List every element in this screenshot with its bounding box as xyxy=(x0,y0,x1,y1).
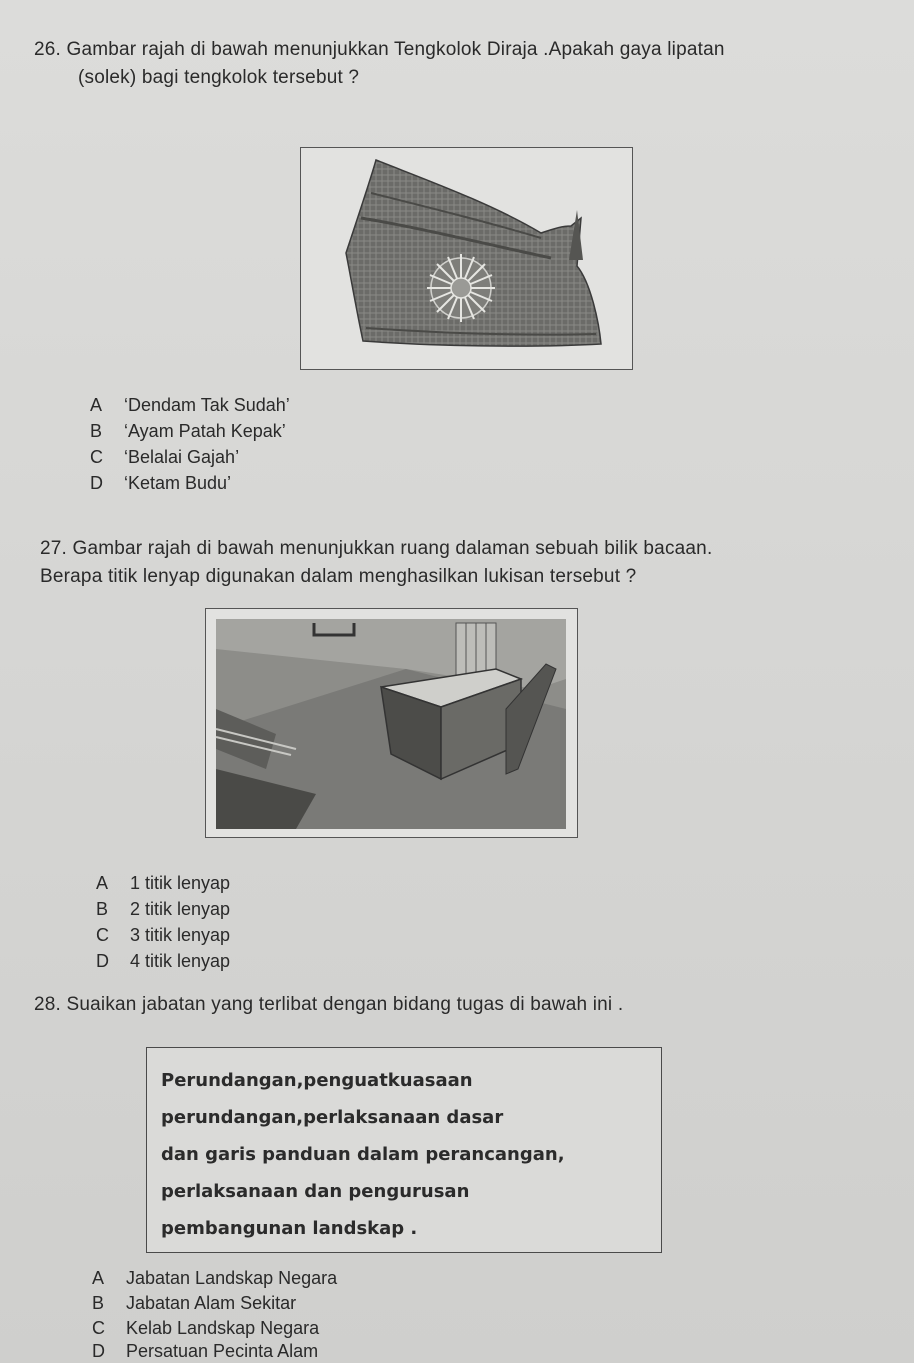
q28-option-d[interactable] xyxy=(92,1340,318,1362)
q26-option-a[interactable] xyxy=(90,394,290,416)
option-text: Jabatan Alam Sekitar xyxy=(126,1293,297,1313)
duties-line: Perundangan,penguatkuasaan xyxy=(161,1070,473,1091)
q26-line-2: (solek) bagi tengkolok tersebut ? xyxy=(78,67,360,88)
option-letter: C xyxy=(90,447,103,467)
q28-option-c[interactable] xyxy=(92,1317,319,1339)
option-letter: A xyxy=(92,1268,105,1288)
option-letter: D xyxy=(92,1341,105,1361)
reading-room-illustration xyxy=(206,609,577,837)
q26-line-1: 26. Gambar rajah di bawah menunjukkan Tengkolok Diraja .Apakah gaya lipatan xyxy=(34,39,725,60)
q27-line-1: 27. Gambar rajah di bawah menunjukkan ruang dalaman sebuah bilik bacaan. xyxy=(40,538,713,559)
option-letter: C xyxy=(92,1318,105,1338)
q26-option-b[interactable] xyxy=(90,420,286,442)
q27-option-a[interactable] xyxy=(96,872,230,894)
option-text: ‘Ayam Patah Kepak’ xyxy=(124,421,286,441)
reading-room-figure xyxy=(205,608,578,838)
option-letter: B xyxy=(92,1293,105,1313)
tengkolok-figure xyxy=(300,147,633,370)
option-letter: A xyxy=(96,873,109,893)
option-text: Jabatan Landskap Negara xyxy=(126,1268,338,1288)
option-text: 1 titik lenyap xyxy=(130,873,231,893)
option-text: 4 titik lenyap xyxy=(130,951,231,971)
q28-line-1: 28. Suaikan jabatan yang terlibat dengan bidang tugas di bawah ini . xyxy=(34,994,624,1015)
q27-option-d[interactable] xyxy=(96,950,230,972)
q27-option-b[interactable] xyxy=(96,898,230,920)
option-text: ‘Ketam Budu’ xyxy=(124,473,232,493)
tengkolok-illustration xyxy=(301,148,632,369)
duties-line: perlaksanaan dan pengurusan xyxy=(161,1181,470,1202)
option-letter: A xyxy=(90,395,103,415)
option-letter: B xyxy=(96,899,109,919)
q28-option-b[interactable] xyxy=(92,1292,296,1314)
q26-option-d[interactable] xyxy=(90,472,231,494)
option-text: Kelab Landskap Negara xyxy=(126,1318,320,1338)
option-text: 2 titik lenyap xyxy=(130,899,231,919)
option-letter: C xyxy=(96,925,109,945)
q26-option-c[interactable] xyxy=(90,446,239,468)
duties-line: perundangan,perlaksanaan dasar xyxy=(161,1107,504,1128)
option-text: Persatuan Pecinta Alam xyxy=(126,1341,319,1361)
option-letter: D xyxy=(90,473,103,493)
q27-line-2: Berapa titik lenyap digunakan dalam menghasilkan lukisan tersebut ? xyxy=(40,566,637,587)
option-letter: B xyxy=(90,421,103,441)
option-text: ‘Dendam Tak Sudah’ xyxy=(124,395,290,415)
duties-line: pembangunan landskap . xyxy=(161,1218,418,1239)
option-letter: D xyxy=(96,951,109,971)
option-text: 3 titik lenyap xyxy=(130,925,231,945)
q27-option-c[interactable] xyxy=(96,924,230,946)
option-text: ‘Belalai Gajah’ xyxy=(124,447,240,467)
q28-option-a[interactable] xyxy=(92,1267,337,1289)
duties-box xyxy=(146,1047,662,1253)
duties-line: dan garis panduan dalam perancangan, xyxy=(161,1144,565,1165)
